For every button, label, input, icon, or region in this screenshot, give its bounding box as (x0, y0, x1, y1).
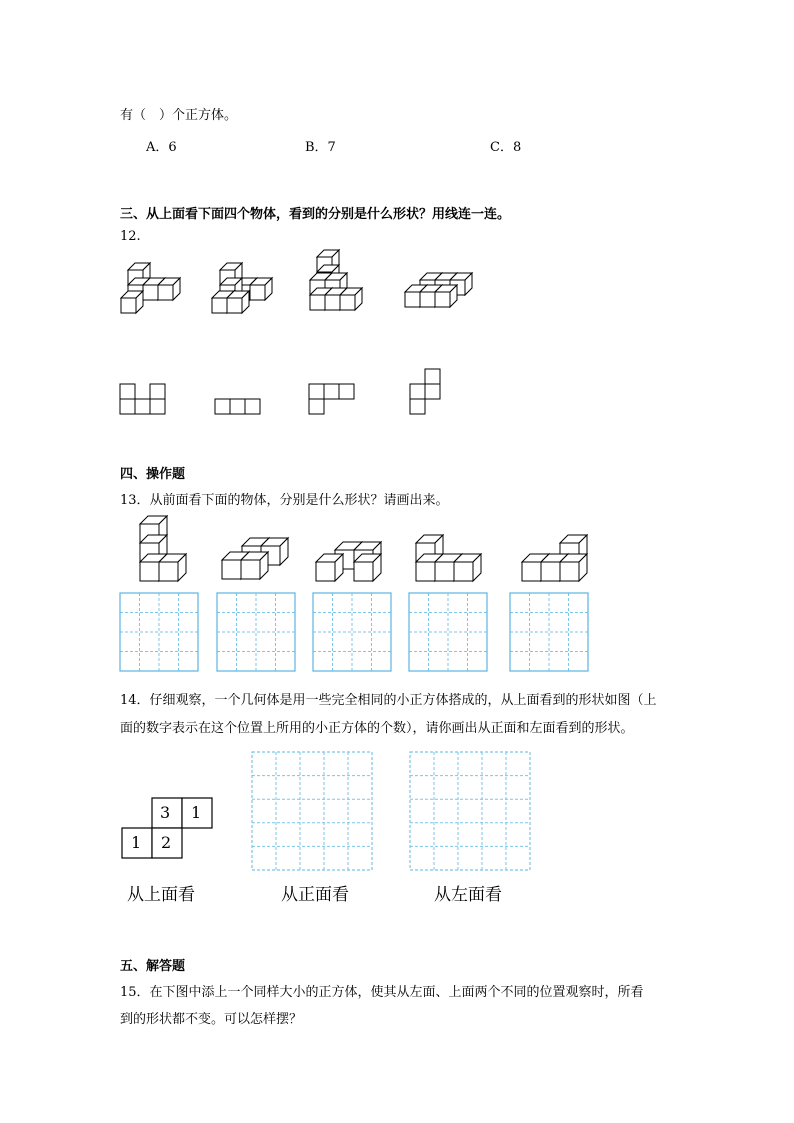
q14-text-line1: 14．仔细观察，一个几何体是用一些完全相同的小正方体搭成的，从上面看到的形状如图（上 (120, 693, 657, 708)
q11-stem-end: 有（ ）个正方体。 (120, 108, 238, 123)
label-top-view: 从上面看 (127, 885, 195, 905)
q14-count-1a: 1 (191, 803, 202, 822)
q14-text-line2: 面的数字表示在这个位置上所用的小正方体的个数），请你画出从正面和左面看到的形状。 (120, 721, 634, 736)
q12-number: 12. (120, 229, 141, 244)
section4-heading: 四、操作题 (120, 467, 186, 482)
label-left-view: 从左面看 (434, 885, 502, 905)
q11-option-c: C．8 (490, 140, 522, 155)
q11-option-b: B．7 (305, 140, 336, 155)
q15-text-line2: 到的形状都不变。可以怎样摆？ (120, 1012, 303, 1027)
q13-text: 13．从前面看下面的物体，分别是什么形状？请画出来。 (120, 493, 449, 508)
label-front-view: 从正面看 (281, 885, 349, 905)
section5-heading: 五、解答题 (120, 959, 186, 974)
q14-front-grid (252, 752, 372, 870)
q11-option-a: A．6 (146, 140, 177, 155)
q15-text-line1: 15．在下图中添上一个同样大小的正方体，使其从左面、上面两个不同的位置观察时，所看 (120, 985, 644, 1000)
q14-count-3: 3 (160, 803, 171, 822)
section3-heading: 三、从上面看下面四个物体，看到的分别是什么形状？用线连一连。 (120, 207, 511, 222)
q14-left-grid (410, 752, 530, 870)
q14-count-2: 2 (161, 833, 172, 852)
q14-count-1b: 1 (131, 833, 142, 852)
